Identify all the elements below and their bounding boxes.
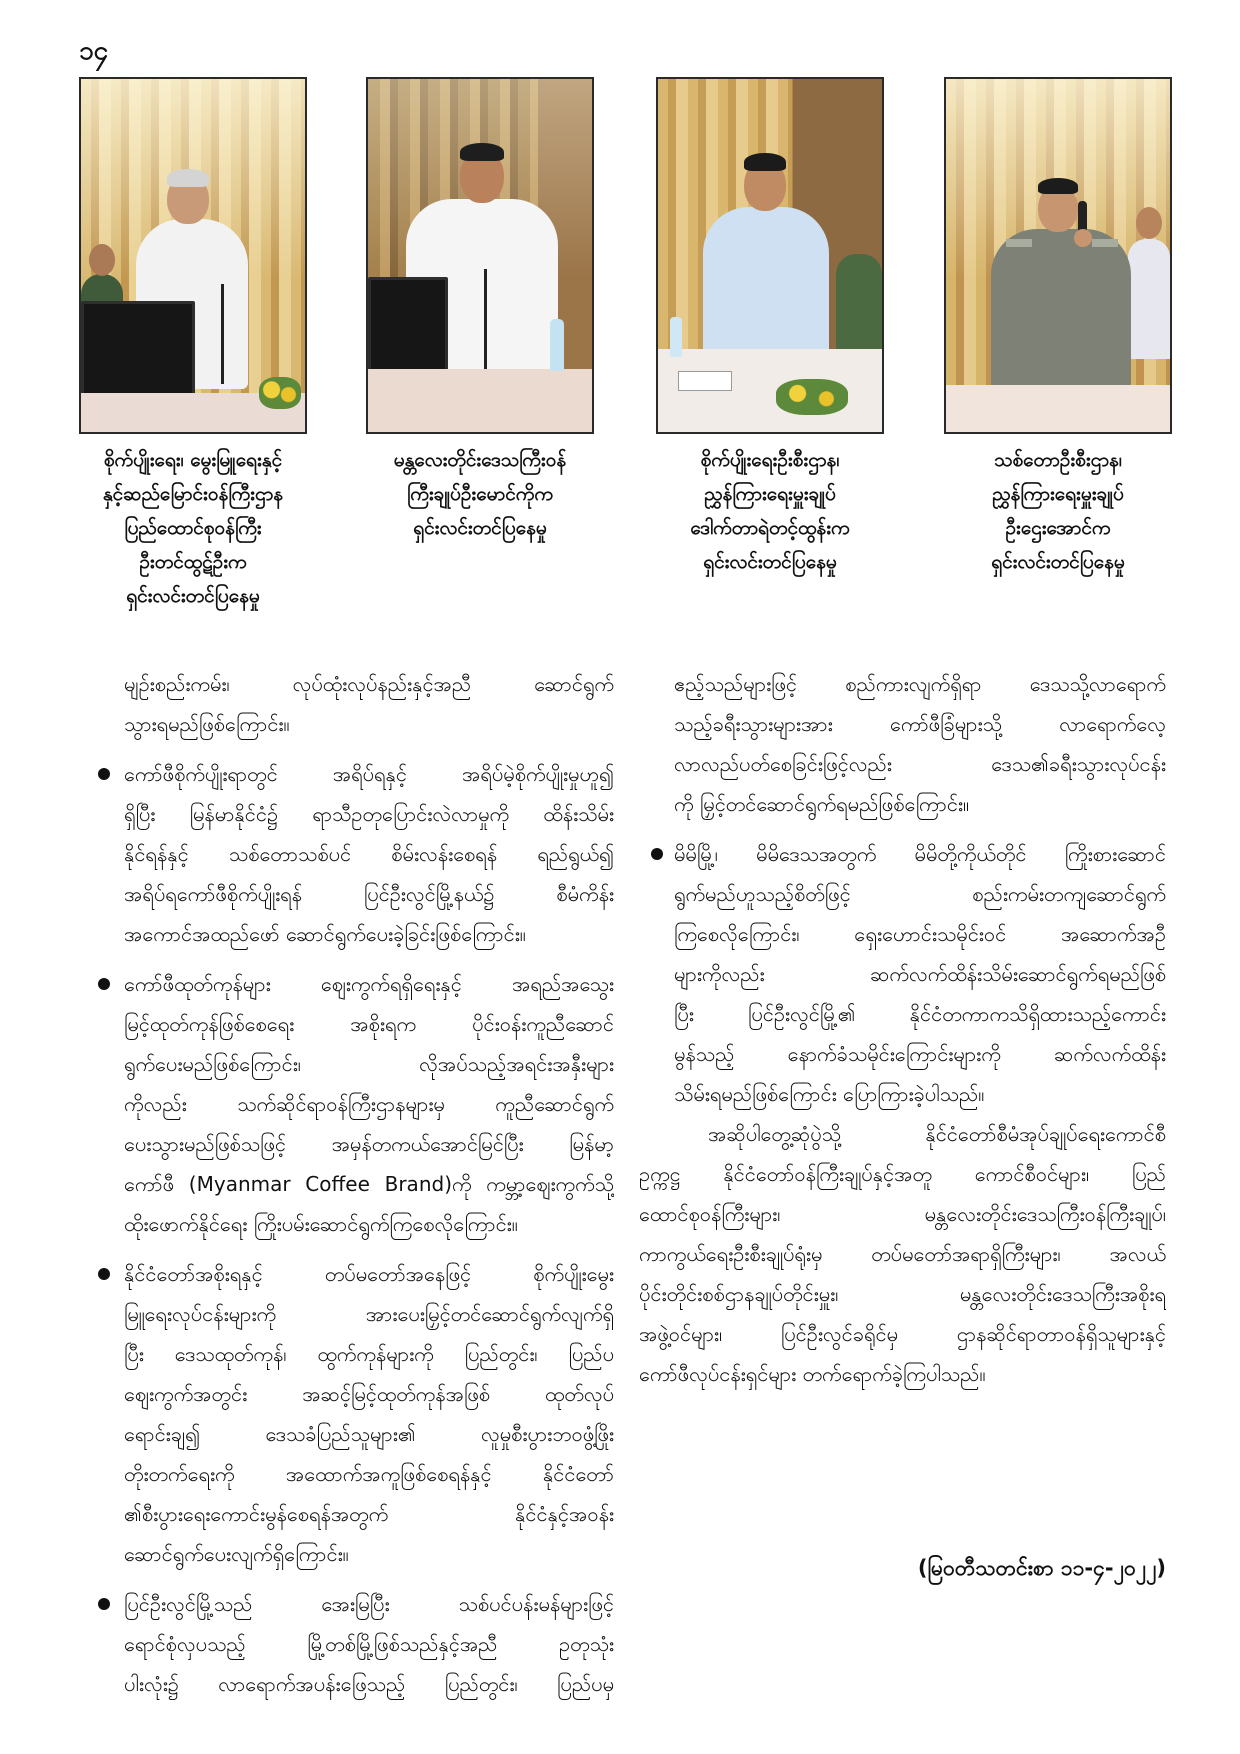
paragraph <box>639 664 1166 824</box>
text-line: ၏စီးပွားရေးကောင်းမွန်စေရန်အတွက် နိုင်ငံနှင့်အဝန်း <box>124 1502 614 1526</box>
speaker-hand <box>1074 229 1092 247</box>
text-line: အကောင်အထည်ဖော် ဆောင်ရွက်ပေးခဲ့ခြင်းဖြစ်ကြောင်း။ <box>124 922 526 946</box>
text-line: မြင့်ထုတ်ကုန်ဖြစ်စေရေး အစိုးရက ပိုင်းဝန်းကူညီဆောင် <box>124 1012 614 1036</box>
text-line: ထောင်စုဝန်ကြီးများ၊ မန္တလေးတိုင်းဒေသကြီးဝန်ကြီးချုပ်၊ <box>639 1202 1166 1226</box>
text-line: လာလည်ပတ်စေခြင်းဖြင့်လည်း ဒေသ၏ခရီးသွားလုပ်ငန်း <box>674 752 1166 776</box>
bullet-paragraph <box>639 834 1166 1114</box>
text-line: ကို မြှင့်တင်ဆောင်ရွက်ရမည်ဖြစ်ကြောင်း။ <box>674 792 970 816</box>
audience-figure <box>836 254 882 354</box>
shoulder-strap <box>1006 239 1032 247</box>
text-line: မိမိမြို့၊ မိမိဒေသအတွက် မိမိတို့ကိုယ်တိုင် ကြိုးစားဆောင် <box>674 842 1166 866</box>
speaker-hair <box>744 153 786 171</box>
text-line: မျဉ်းစည်းကမ်း၊ လုပ်ထုံးလုပ်နည်းနှင့်အညီ ဆောင်ရွက် <box>124 672 614 696</box>
photo-caption-2 <box>345 443 615 545</box>
text-line: ပေးသွားမည်ဖြစ်သဖြင့် အမှန်တကယ်အောင်မြင်ပြီး မြန်မာ့ <box>124 1132 614 1156</box>
text-line: ကော်ဖီ (Myanmar Coffee Brand)ကို ကမ္ဘာ့ဈေးကွက်သို့ <box>124 1172 614 1196</box>
text-line: ဧည့်သည်များဖြင့် စည်ကားလျက်ရှိရာ ဒေသသို့လာရောက် <box>674 672 1166 696</box>
caption-line: မန္တလေးတိုင်းဒေသကြီးဝန် <box>393 449 567 471</box>
soldier-head <box>89 244 115 276</box>
text-line: မြူရေးလုပ်ငန်းများကို အားပေးမြှင့်တင်ဆောင်ရွက်လျက်ရှိ <box>124 1302 614 1326</box>
caption-line: ရှင်းလင်းတင်ပြနေမှု <box>413 517 547 539</box>
page-number: ၁၄ <box>79 36 109 66</box>
text-line: ရောင်းချ၍ ဒေသခံပြည်သူများ၏ လူမှုစီးပွားဘဝဖွံ့ဖြိုး <box>124 1422 614 1446</box>
text-line: ပါးလုံး၌ လာရောက်အပန်းဖြေသည့် ပြည်တွင်း၊ ပြည်ပမှ <box>124 1672 614 1696</box>
water-bottle <box>550 319 564 371</box>
text-line: ကော်ဖီထုတ်ကုန်များ ဈေးကွက်ရရှိရေးနှင့် အရည်အသွေး <box>124 972 614 996</box>
caption-line: ဒေါက်တာရဲတင့်ထွန်းက <box>690 517 850 539</box>
name-plate <box>678 371 732 391</box>
text-line: ကိုလည်း သက်ဆိုင်ရာဝန်ကြီးဌာနများမှ ကူညီဆောင်ရွက် <box>124 1092 614 1116</box>
monitor <box>368 277 448 383</box>
speaker-hair <box>460 143 504 161</box>
caption-line: ရှင်းလင်းတင်ပြနေမှု <box>126 585 260 607</box>
text-line: ကော်ဖီလုပ်ငန်းရှင်များ တက်ရောက်ခဲ့ကြပါသည်။ <box>639 1362 986 1386</box>
text-line: ရှိပြီး မြန်မာနိုင်ငံ၌ ရာသီဥတုပြောင်းလဲလာမှုကို ထိန်းသိမ်း <box>124 802 614 826</box>
photo-caption-1 <box>58 443 328 613</box>
photo-caption-4 <box>923 443 1193 579</box>
bullet-paragraph <box>92 964 614 1244</box>
text-line: သိမ်းရမည်ဖြစ်ကြောင်း ပြောကြားခဲ့ပါသည်။ <box>674 1082 985 1106</box>
caption-line: ညွှန်ကြားရေးမှူးချုပ် <box>704 483 836 505</box>
speaker-hair <box>1038 178 1078 194</box>
text-line: ထိုးဖောက်နိုင်ရေး ကြိုးပမ်းဆောင်ရွက်ကြစေလိုကြောင်း။ <box>124 1212 518 1236</box>
text-line: အဆိုပါတွေ့ဆုံပွဲသို့ နိုင်ငံတော်စီမံအုပ်ချုပ်ရေးကောင်စီ <box>708 1122 1166 1146</box>
text-line: နိုင်ငံတော်အစိုးရနှင့် တပ်မတော်အနေဖြင့် စိုက်ပျိုးမွေး <box>124 1262 614 1286</box>
article-column-left <box>92 664 614 1704</box>
photo-caption-3 <box>635 443 905 579</box>
audience-head <box>1136 207 1162 239</box>
caption-line: ရှင်းလင်းတင်ပြနေမှု <box>991 551 1125 573</box>
microphone <box>484 269 487 369</box>
table-cloth <box>946 385 1170 432</box>
article-column-right <box>639 664 1166 1394</box>
flower-arrangement <box>259 377 301 409</box>
audience-figure <box>1128 239 1170 359</box>
text-line: ပြီး ဒေသထုတ်ကုန်၊ ထွက်ကုန်များကို ပြည်တွင်း၊ ပြည်ပ <box>124 1342 614 1366</box>
table-cloth <box>368 369 592 432</box>
photo-1 <box>79 77 307 434</box>
bullet-paragraph <box>92 1254 614 1574</box>
caption-line: ပြည်ထောင်စုဝန်ကြီး <box>124 517 262 539</box>
caption-line: ကြီးချုပ်ဦးမောင်ကိုက <box>407 483 553 505</box>
text-line: ပြီး ပြင်ဦးလွင်မြို့၏ နိုင်ငံတကာကသိရှိထားသည့်ကောင်း <box>674 1002 1166 1026</box>
text-line: ဆောင်ရွက်ပေးလျက်ရှိကြောင်း။ <box>124 1542 349 1566</box>
shoulder-strap <box>1092 239 1118 247</box>
bullet-paragraph <box>92 754 614 954</box>
bullet-icon <box>651 848 663 860</box>
bullet-paragraph <box>92 1584 614 1704</box>
text-line: များကိုလည်း ဆက်လက်ထိန်းသိမ်းဆောင်ရွက်ရမည်ဖြစ် <box>674 962 1166 986</box>
bullet-icon <box>98 1268 110 1280</box>
caption-line: ဦးတင်ထွဋ်ဦးက <box>139 551 247 573</box>
photo-3 <box>656 77 884 434</box>
text-line: ပိုင်းတိုင်းစစ်ဌာနချုပ်တိုင်းမှူး၊ မန္တလေးတိုင်းဒေသကြီးအစိုးရ <box>639 1282 1166 1306</box>
bullet-icon <box>98 768 110 780</box>
text-line: မွန်သည့် နောက်ခံသမိုင်းကြောင်းများကို ဆက်လက်ထိန်း <box>674 1042 1166 1066</box>
microphone <box>221 284 224 384</box>
bullet-icon <box>98 1598 110 1610</box>
water-bottle <box>670 317 682 357</box>
caption-line: သစ်တောဦးစီးဌာန၊ <box>994 449 1122 471</box>
text-line: သည့်ခရီးသွားများအား ကော်ဖီခြံများသို့ လာရောက်လေ့ <box>674 712 1166 736</box>
photo-4 <box>944 77 1172 434</box>
speaker-torso <box>991 229 1131 389</box>
text-line: အရိပ်ရကော်ဖီစိုက်ပျိုးရန် ပြင်ဦးလွင်မြို့နယ်၌ စီမံကိန်း <box>124 882 614 906</box>
paragraph <box>639 1114 1166 1394</box>
bullet-icon <box>98 978 110 990</box>
caption-line: ဦးဌေးအောင်က <box>1005 517 1111 539</box>
speaker-hair <box>167 169 209 187</box>
text-line: ကော်ဖီစိုက်ပျိုးရာတွင် အရိပ်ရနှင့် အရိပ်မဲ့စိုက်ပျိုးမှုဟူ၍ <box>124 762 614 786</box>
text-line: ရွက်ပေးမည်ဖြစ်ကြောင်း၊ လိုအပ်သည့်အရင်းအနှီးများ <box>124 1052 614 1076</box>
text-line: အဖွဲ့ဝင်များ၊ ပြင်ဦးလွင်ခရိုင်မှ ဌာနဆိုင်ရာတာဝန်ရှိသူများနှင့် <box>639 1322 1166 1346</box>
text-line: ဈေးကွက်အတွင်း အဆင့်မြင့်ထုတ်ကုန်အဖြစ် ထုတ်လုပ် <box>124 1382 614 1406</box>
text-line: ပြင်ဦးလွင်မြို့သည် အေးမြပြီး သစ်ပင်ပန်းမန်များဖြင့် <box>124 1592 614 1616</box>
flower-arrangement <box>776 379 848 415</box>
caption-line: စိုက်ပျိုးရေးဦးစီးဌာန၊ <box>700 449 840 471</box>
caption-line: နှင့်ဆည်မြောင်းဝန်ကြီးဌာန <box>102 483 284 505</box>
source-credit: (မြဝတီသတင်းစာ ၁၁-၄-၂၀၂၂) <box>917 1556 1166 1580</box>
photo-2 <box>366 77 594 434</box>
paragraph <box>92 664 614 744</box>
text-line: ကာကွယ်ရေးဦးစီးချုပ်ရုံးမှ တပ်မတော်အရာရှိကြီးများ၊ အလယ် <box>639 1242 1166 1266</box>
monitor <box>81 301 195 399</box>
text-line: သွားရမည်ဖြစ်ကြောင်း။ <box>124 712 290 736</box>
text-line: ရွက်မည်ဟူသည့်စိတ်ဖြင့် စည်းကမ်းတကျဆောင်ရွက် <box>674 882 1166 906</box>
caption-line: ညွှန်ကြားရေးမှူးချုပ် <box>992 483 1124 505</box>
text-line: တိုးတက်ရေးကို အထောက်အကူဖြစ်စေရန်နှင့် နိုင်ငံတော် <box>124 1462 614 1486</box>
caption-line: ရှင်းလင်းတင်ပြနေမှု <box>703 551 837 573</box>
text-line: ရောင်စုံလှပသည့် မြို့တစ်မြို့ဖြစ်သည်နှင့်အညီ ဥတုသုံး <box>124 1632 614 1656</box>
text-line: ဥက္ကဋ္ဌ နိုင်ငံတော်ဝန်ကြီးချုပ်နှင့်အတူ ကောင်စီဝင်များ၊ ပြည် <box>639 1162 1166 1186</box>
caption-line: စိုက်ပျိုးရေး၊ မွေးမြူရေးနှင့် <box>103 449 283 471</box>
text-line: နိုင်ရန်နှင့် သစ်တောသစ်ပင် စိမ်းလန်းစေရန် ရည်ရွယ်၍ <box>124 842 614 866</box>
text-line: ကြစေလိုကြောင်း၊ ရှေးဟောင်းသမိုင်းဝင် အဆောက်အဦ <box>674 922 1166 946</box>
